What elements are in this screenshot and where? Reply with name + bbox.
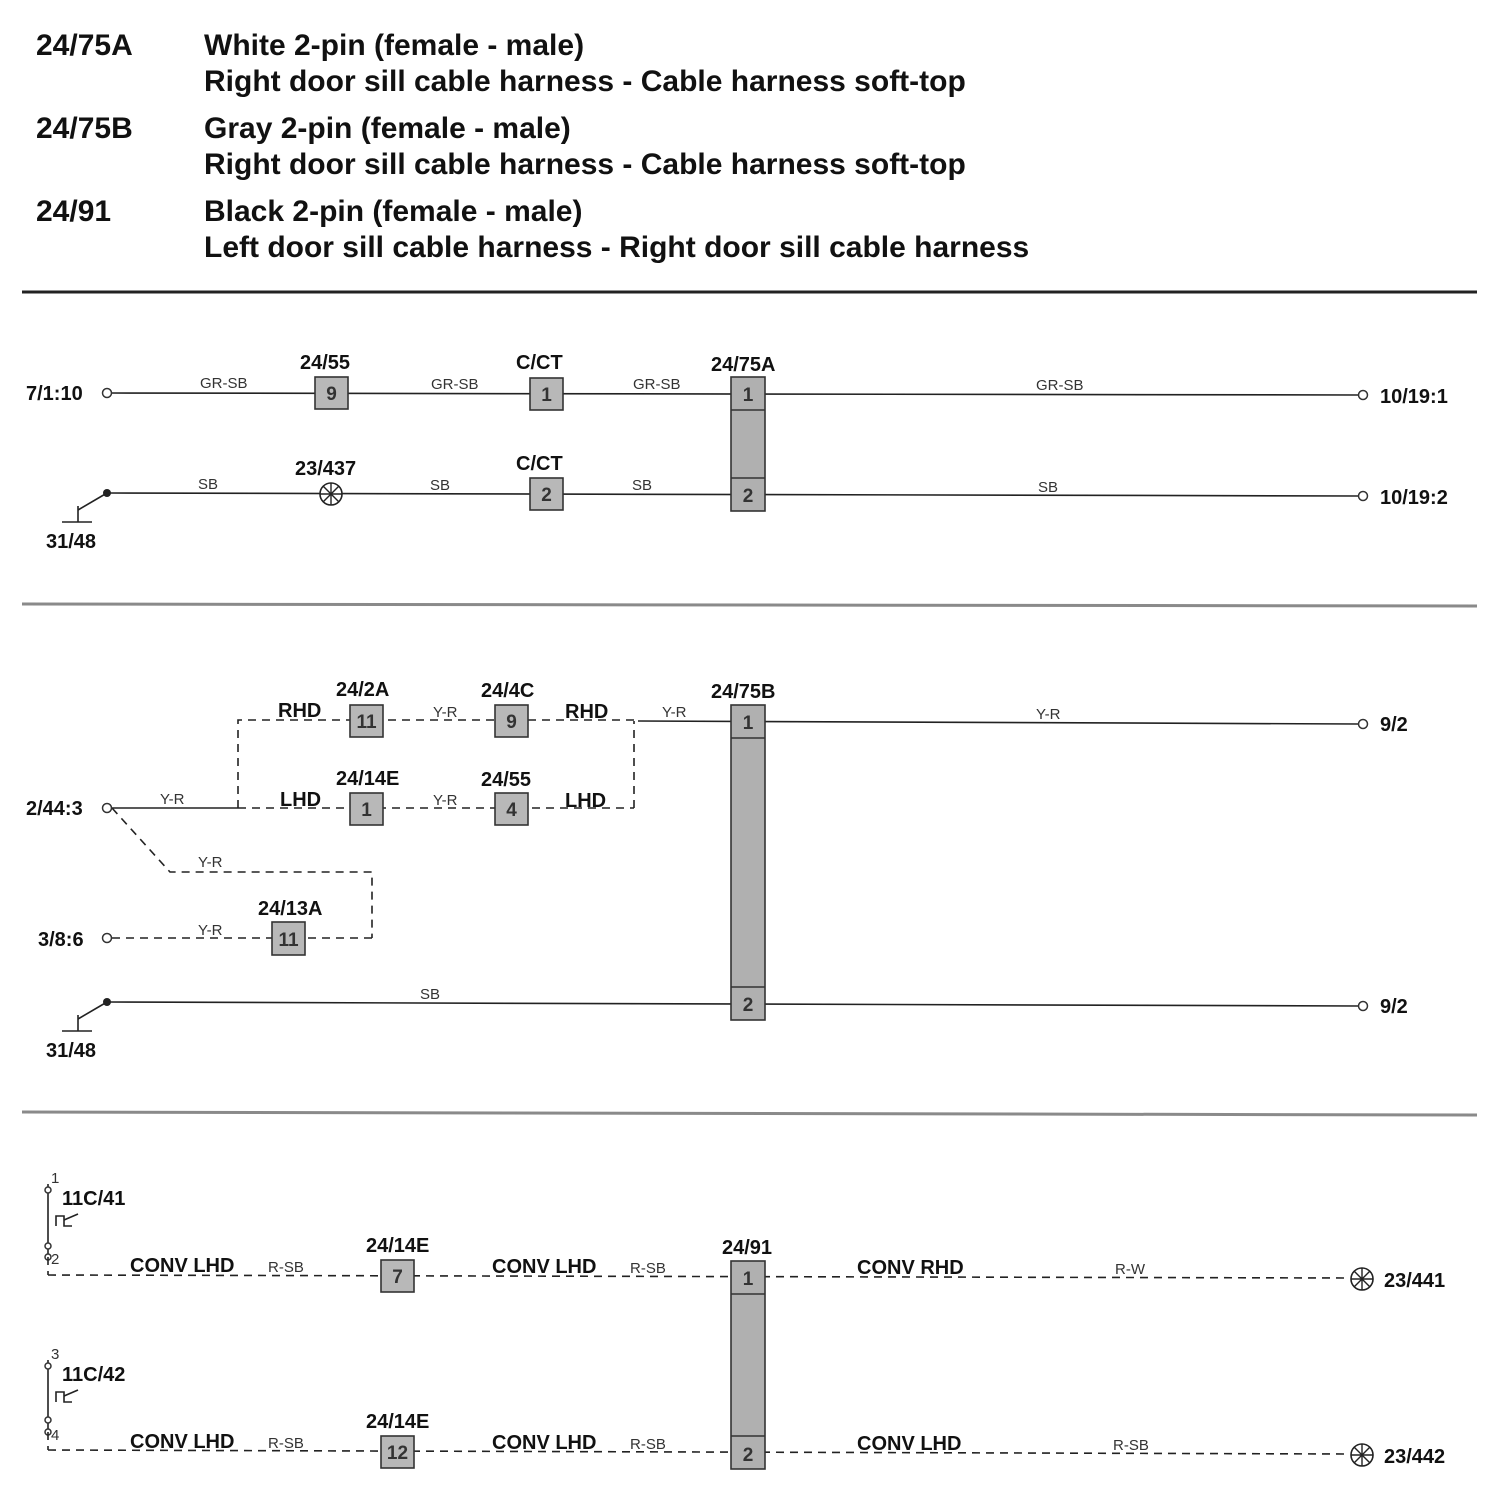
ground-label: 31/48 bbox=[46, 1040, 97, 1062]
header-desc-24-75b-line2: Right door sill cable harness - Cable harness soft-top bbox=[204, 148, 966, 181]
pin-24-14e-1: 1 bbox=[361, 800, 372, 821]
pin-24-55-9: 9 bbox=[326, 384, 337, 405]
connector-24-91 bbox=[731, 1261, 765, 1469]
pin-c-ct-2: 2 bbox=[541, 485, 552, 506]
pin-24-14e-12: 12 bbox=[386, 1443, 409, 1464]
wire-label-sb: SB bbox=[420, 986, 441, 1003]
terminal-23-441: 23/441 bbox=[1384, 1270, 1446, 1292]
switch-11c-41-label: 11C/41 bbox=[62, 1188, 126, 1210]
ground-symbol bbox=[62, 998, 111, 1031]
wire-label-sb-2: SB bbox=[430, 477, 451, 494]
variant-conv-lhd-4: CONV LHD bbox=[492, 1432, 597, 1454]
section-1 bbox=[26, 352, 1448, 553]
pin-24-13a-11: 11 bbox=[278, 930, 299, 951]
component-24-13a-label: 24/13A bbox=[258, 898, 323, 920]
connector-24-75a-pin-2: 2 bbox=[742, 486, 754, 507]
terminal-dot bbox=[1359, 492, 1368, 501]
splice-icon bbox=[320, 483, 342, 505]
component-24-14e-label: 24/14E bbox=[366, 1235, 430, 1257]
section-divider-1 bbox=[22, 604, 1477, 606]
terminal-3-8-6: 3/8:6 bbox=[38, 929, 84, 951]
terminal-2-44-3: 2/44:3 bbox=[26, 798, 83, 820]
header-id-24-75b: 24/75B bbox=[36, 112, 133, 145]
pin-24-14e-7: 7 bbox=[392, 1267, 403, 1288]
header-id-24-91: 24/91 bbox=[36, 195, 112, 228]
connector-24-91-label: 24/91 bbox=[722, 1237, 773, 1259]
wire-label-r-sb-2: R-SB bbox=[630, 1260, 666, 1277]
wire-label-r-sb-4: R-SB bbox=[630, 1436, 666, 1453]
wire-label-gr-sb-3: GR-SB bbox=[633, 376, 681, 393]
terminal-dot bbox=[1359, 720, 1368, 729]
connector-24-75b-label: 24/75B bbox=[711, 681, 776, 703]
header-desc-24-75a-line1: White 2-pin (female - male) bbox=[204, 29, 585, 62]
switch-11c-41-pin-1: 1 bbox=[51, 1170, 60, 1187]
component-24-14e-label: 24/14E bbox=[336, 768, 400, 790]
variant-rhd-1: RHD bbox=[278, 700, 322, 722]
connector-24-75b-pin-1: 1 bbox=[742, 713, 754, 734]
connector-24-75b-pin-2: 2 bbox=[742, 995, 754, 1016]
terminal-dot bbox=[103, 804, 112, 813]
splice-icon bbox=[1351, 1268, 1373, 1290]
variant-conv-lhd-3: CONV LHD bbox=[130, 1431, 235, 1453]
terminal-dot bbox=[103, 934, 112, 943]
wire-label-y-r-6: Y-R bbox=[198, 854, 223, 871]
component-24-55-label: 24/55 bbox=[481, 769, 532, 791]
wire-label-r-sb-1: R-SB bbox=[268, 1259, 304, 1276]
wire-y-r-diagonal bbox=[112, 808, 372, 938]
wire-label-y-r-7: Y-R bbox=[198, 922, 223, 939]
wire-label-y-r-4: Y-R bbox=[1036, 706, 1061, 723]
connector-24-91-pin-1: 1 bbox=[742, 1269, 754, 1290]
pin-24-55-4: 4 bbox=[506, 800, 517, 821]
switch-11c-41-pin-2: 2 bbox=[51, 1251, 60, 1268]
splice-icon bbox=[1351, 1444, 1373, 1466]
connector-24-91-pin-2: 2 bbox=[742, 1445, 754, 1466]
wire-r-sb-bottom bbox=[48, 1450, 1345, 1454]
variant-rhd-2: RHD bbox=[565, 701, 609, 723]
header-id-24-75a: 24/75A bbox=[36, 29, 133, 62]
connector-24-75b bbox=[731, 705, 765, 1020]
switch-11c-42-pin-4: 4 bbox=[51, 1427, 60, 1444]
variant-conv-rhd: CONV RHD bbox=[857, 1257, 964, 1279]
component-24-4c-label: 24/4C bbox=[481, 680, 535, 702]
switch-11c-42-label: 11C/42 bbox=[62, 1364, 126, 1386]
header-desc-24-91-line2: Left door sill cable harness - Right door sill cable harness bbox=[204, 231, 1030, 264]
ground-label: 31/48 bbox=[46, 531, 97, 553]
terminal-9-2-bottom: 9/2 bbox=[1380, 996, 1408, 1018]
component-c-ct-1-label: C/CT bbox=[516, 352, 563, 374]
variant-conv-lhd-5: CONV LHD bbox=[857, 1433, 962, 1455]
wire-label-gr-sb-1: GR-SB bbox=[200, 375, 248, 392]
variant-conv-lhd-1: CONV LHD bbox=[130, 1255, 235, 1277]
terminal-10-19-2: 10/19:2 bbox=[1380, 487, 1448, 509]
wire-label-gr-sb-4: GR-SB bbox=[1036, 377, 1084, 394]
component-24-14e-label: 24/14E bbox=[366, 1411, 430, 1433]
wire-label-r-sb-3: R-SB bbox=[268, 1435, 304, 1452]
pin-24-4c-9: 9 bbox=[506, 712, 517, 733]
pin-24-2a-11: 11 bbox=[356, 712, 377, 733]
wire-label-sb-4: SB bbox=[1038, 479, 1059, 496]
variant-conv-lhd-2: CONV LHD bbox=[492, 1256, 597, 1278]
component-24-55-label: 24/55 bbox=[300, 352, 351, 374]
variant-lhd-2: LHD bbox=[565, 790, 607, 812]
section-divider-2 bbox=[22, 1112, 1477, 1115]
header-desc-24-91-line1: Black 2-pin (female - male) bbox=[204, 195, 583, 228]
connector-24-75a-pin-1: 1 bbox=[742, 385, 754, 406]
wire-label-sb-1: SB bbox=[198, 476, 219, 493]
terminal-dot bbox=[103, 389, 112, 398]
wire-label-y-r-5: Y-R bbox=[433, 792, 458, 809]
header-desc-24-75a-line2: Right door sill cable harness - Cable harness soft-top bbox=[204, 65, 966, 98]
wire-r-sb-top bbox=[48, 1275, 1345, 1278]
wire-label-sb-3: SB bbox=[632, 477, 653, 494]
wire-label-y-r-3: Y-R bbox=[662, 704, 687, 721]
terminal-7-1-10: 7/1:10 bbox=[26, 383, 83, 405]
wire-label-gr-sb-2: GR-SB bbox=[431, 376, 479, 393]
wire-label-y-r-2: Y-R bbox=[433, 704, 458, 721]
wire-label-r-w: R-W bbox=[1115, 1261, 1145, 1278]
variant-lhd-1: LHD bbox=[280, 789, 322, 811]
terminal-23-442: 23/442 bbox=[1384, 1446, 1446, 1468]
terminal-10-19-1: 10/19:1 bbox=[1380, 386, 1448, 408]
wire-label-r-sb-5: R-SB bbox=[1113, 1437, 1149, 1454]
wire-label-y-r-1: Y-R bbox=[160, 791, 185, 808]
ground-symbol bbox=[62, 489, 111, 522]
section-3 bbox=[45, 1170, 1445, 1469]
component-24-2a-label: 24/2A bbox=[336, 679, 390, 701]
header-desc-24-75b-line1: Gray 2-pin (female - male) bbox=[204, 112, 571, 145]
connector-24-75a-label: 24/75A bbox=[711, 354, 776, 376]
pin-c-ct-1: 1 bbox=[541, 385, 552, 406]
component-c-ct-2-label: C/CT bbox=[516, 453, 563, 475]
terminal-dot bbox=[1359, 391, 1368, 400]
terminal-9-2-top: 9/2 bbox=[1380, 714, 1408, 736]
splice-23-437-label: 23/437 bbox=[295, 458, 357, 480]
section-2 bbox=[26, 679, 1408, 1062]
switch-11c-42-pin-3: 3 bbox=[51, 1346, 60, 1363]
terminal-dot bbox=[1359, 1002, 1368, 1011]
